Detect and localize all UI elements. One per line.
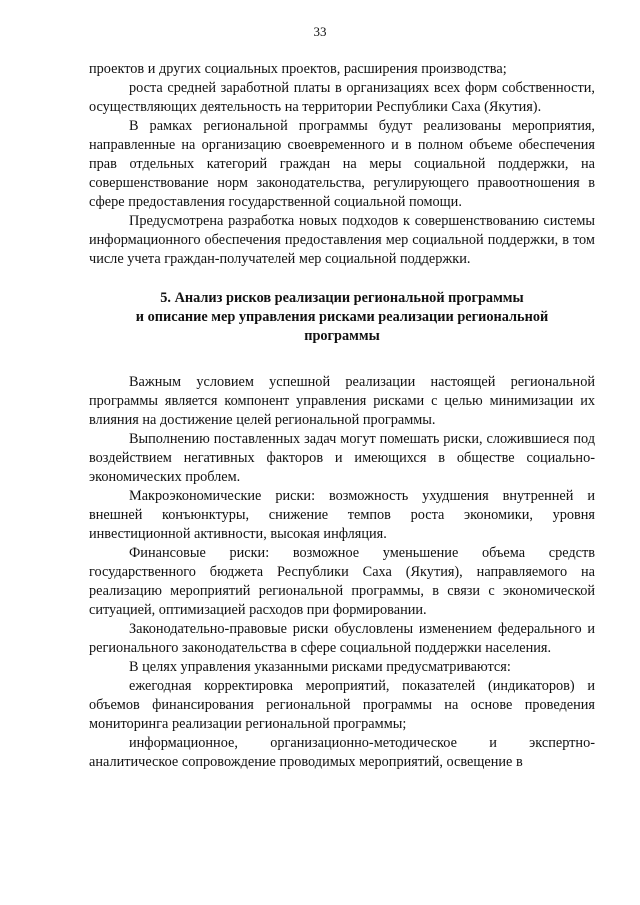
- paragraph: Предусмотрена разработка новых подходов к совершенствованию системы информационного обеспечения предоставления мер социальной поддержки, в том числе учета граждан-получателей мер социальной поддержки.: [89, 213, 595, 267]
- paragraph: Финансовые риски: возможное уменьшение объема средств государственного бюджета Республики Саха (Якутия), направляемого на реализацию мероприятий региональной программы, в связи с экономической ситуацией, оптимизацией расходов при формировании.: [89, 545, 595, 618]
- section-heading-line: и описание мер управления рисками реализации региональной: [135, 309, 549, 325]
- paragraph: ежегодная корректировка мероприятий, показателей (индикаторов) и объемов финансирования региональной программы на основе проведения мониторинга реализации региональной программы;: [89, 678, 595, 732]
- paragraph: Законодательно-правовые риски обусловлены изменением федерального и регионального законодательства в сфере социальной поддержки населения.: [89, 621, 595, 656]
- paragraph: роста средней заработной платы в организациях всех форм собственности, осуществляющих деятельность на территории Республики Саха (Якутия).: [89, 80, 595, 115]
- page-number: 33: [313, 24, 327, 39]
- section-heading-line: 5. Анализ рисков реализации региональной программы: [160, 290, 524, 306]
- paragraph: В рамках региональной программы будут реализованы мероприятия, направленные на организацию своевременного и в полном объеме обеспечения прав отдельных категорий граждан на меры социальной поддержки, на совершенствование норм законодательства, регулирующего правоотношения в сфере предоставления государственной социальной помощи.: [89, 118, 595, 210]
- paragraph: Выполнению поставленных задач могут помешать риски, сложившиеся под воздействием негативных факторов и имеющихся в обществе социально-экономических проблем.: [89, 431, 595, 485]
- paragraph: В целях управления указанными рисками предусматриваются:: [129, 659, 511, 675]
- section-heading-line: программы: [304, 328, 380, 344]
- document-body: [89, 60, 595, 772]
- section-heading: [89, 289, 595, 346]
- paragraph: Макроэкономические риски: возможность ухудшения внутренней и внешней конъюнктуры, снижение темпов роста экономики, уровня инвестиционной активности, высокая инфляция.: [89, 488, 595, 542]
- paragraph: информационное, организационно-методическое и экспертно-аналитическое сопровождение проводимых мероприятий, освещение в: [89, 735, 595, 770]
- paragraph: проектов и других социальных проектов, расширения производства;: [89, 61, 507, 77]
- paragraph: Важным условием успешной реализации настоящей региональной программы является компонент управления рисками с целью минимизации их влияния на достижение целей региональной программы.: [89, 374, 595, 428]
